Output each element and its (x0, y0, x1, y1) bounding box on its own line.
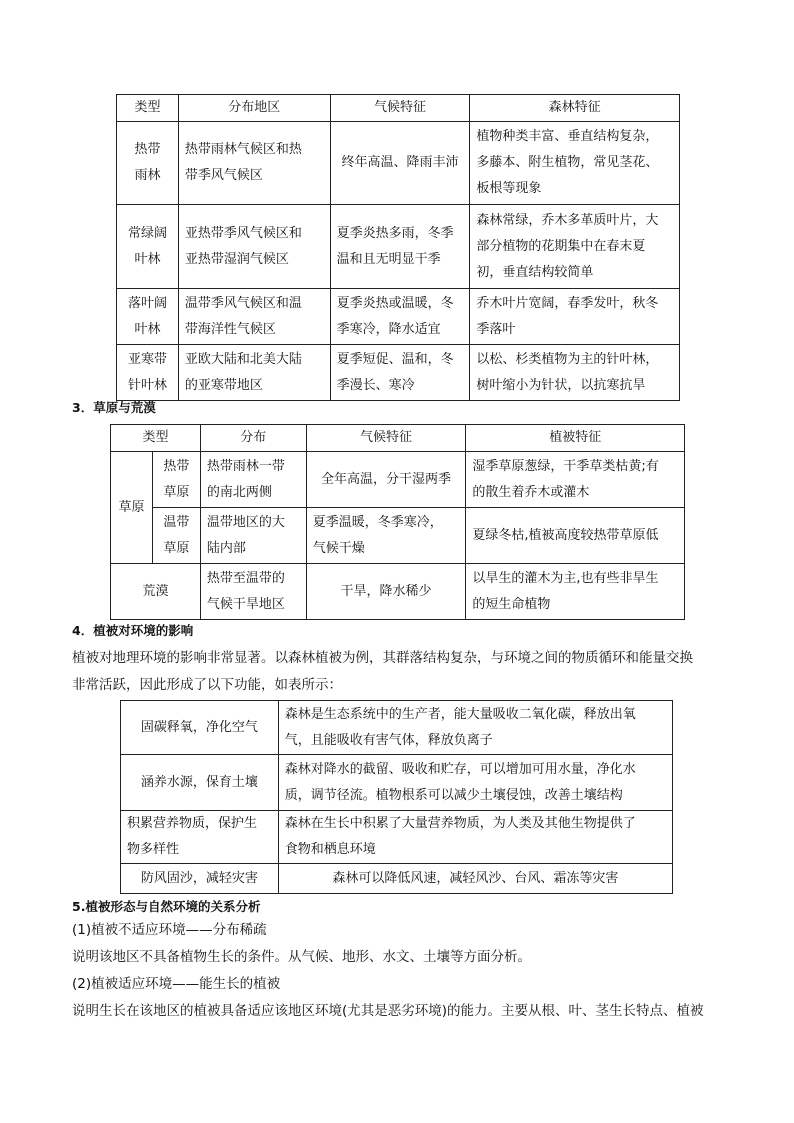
cell-line: 叶林 (134, 251, 161, 267)
cell-line: 终年高温、降雨丰沛 (341, 155, 459, 170)
section-3-heading: 3．草原与荒漠 (72, 400, 156, 415)
cell-line: 以旱生的灌木为主,也有些非旱生 (472, 570, 659, 586)
cell-line: 防风固沙，减轻灾害 (140, 870, 258, 886)
section-4-paragraph (72, 645, 732, 699)
section-5-heading: 5.植被形态与自然环境的关系分析 (72, 899, 261, 914)
climate-cell (306, 508, 466, 564)
table-row (117, 289, 680, 345)
grassland-group-cell: 草原 (111, 452, 153, 564)
distribution-cell (200, 564, 306, 620)
cell-line: 的南北两侧 (206, 484, 272, 500)
cell-line: 多藤本、附生植物，常见茎花、 (476, 155, 659, 170)
header-cell: 森林特征 (470, 95, 680, 122)
feature-cell (470, 122, 680, 205)
grassland-desert-table (110, 424, 685, 620)
cell-line: 亚欧大陆和北美大陆 (184, 351, 302, 367)
table-row (121, 701, 673, 755)
description-cell (278, 811, 672, 864)
paragraph-line: 说明该地区不具备植物生长的条件。从气候、地形、水文、土壤等方面分析。 (72, 949, 531, 965)
description-cell (278, 864, 672, 894)
subtype-cell (152, 508, 200, 564)
header-cell: 分布 (200, 425, 306, 452)
cell-line: 气，且能吸收有害气体，释放负离子 (284, 732, 493, 748)
cell-line: 森林常绿，乔木多革质叶片，大 (476, 212, 659, 228)
distribution-cell (178, 122, 330, 205)
cell-line: 叶林 (134, 321, 161, 337)
cell-line: 部分植物的花期集中在春末夏 (476, 238, 646, 254)
table-row (121, 864, 673, 894)
table-header-row (117, 95, 680, 122)
table-row (111, 452, 685, 508)
cell-line: 森林可以降低风速，减轻风沙、台风、霜冻等灾害 (332, 870, 619, 886)
cell-line: 气候干旱地区 (206, 596, 285, 612)
cell-line: 植物种类丰富、垂直结构复杂， (476, 129, 659, 144)
cell-line: 夏季短促、温和，冬 (336, 351, 454, 367)
climate-cell (330, 345, 470, 401)
cell-line: 季落叶 (476, 321, 516, 337)
climate-cell (306, 452, 466, 508)
forest-type-cell (117, 345, 179, 401)
cell-line: 季漫长、寒冷 (336, 377, 415, 393)
table-row (121, 755, 673, 811)
cell-line: 乔木叶片宽阔，春季发叶，秋冬 (476, 295, 659, 311)
cell-line: 固碳释氧，净化空气 (140, 719, 258, 735)
function-cell (121, 755, 279, 811)
forest-type-cell (117, 289, 179, 345)
cell-line: 草原 (163, 484, 190, 500)
cell-line: 森林是生态系统中的生产者，能大量吸收二氧化碳，释放出氧 (284, 706, 636, 722)
cell-line: 热带 (163, 458, 190, 474)
cell-line: 板根等现象 (476, 181, 542, 196)
cell-line: 的短生命植物 (472, 596, 551, 612)
feature-cell (466, 564, 685, 620)
cell-line: 落叶阔 (127, 295, 167, 311)
cell-line: 亚热带湿润气候区 (184, 251, 289, 267)
cell-line: 温和且无明显干季 (336, 251, 441, 267)
cell-line: 热带至温带的 (206, 570, 285, 586)
function-cell (121, 701, 279, 755)
feature-cell (470, 345, 680, 401)
cell-line: 积累营养物质，保护生 (127, 816, 258, 831)
cell-line: 涵养水源，保育土壤 (140, 774, 258, 790)
cell-line: 夏季温暖，冬季寒冷， (312, 514, 443, 530)
cell-line: 草原 (163, 540, 190, 556)
paragraph-line: 说明生长在该地区的植被具备适应该地区环境(尤其是恶劣环境)的能力。主要从根、叶、茎生长特点、植被 (72, 1003, 704, 1019)
header-cell: 气候特征 (330, 95, 470, 122)
section-5-body (72, 917, 742, 1025)
distribution-cell (178, 205, 330, 289)
cell-line: 夏季炎热多雨，冬季 (336, 225, 454, 241)
cell-line: 热带雨林气候区和热 (184, 142, 302, 157)
header-cell: 气候特征 (306, 425, 466, 452)
cell-line: 温带季风气候区和温 (184, 295, 302, 311)
cell-line: 树叶缩小为针状，以抗寒抗旱 (476, 377, 646, 393)
cell-line: 带海洋性气候区 (184, 321, 276, 337)
cell-line: 以松、杉类植物为主的针叶林， (476, 351, 659, 367)
header-cell: 类型 (111, 425, 201, 452)
desert-type-cell: 荒漠 (111, 564, 201, 620)
cell-line: 湿季草原葱绿，干季草类枯黄;有 (472, 458, 659, 474)
header-cell: 植被特征 (466, 425, 685, 452)
cell-line: 夏季炎热或温暖，冬 (336, 295, 454, 311)
header-cell: 分布地区 (178, 95, 330, 122)
table-row (117, 345, 680, 401)
cell-line: 季寒冷，降水适宜 (336, 321, 441, 337)
cell-line: 热带雨林一带 (206, 458, 285, 474)
function-cell (121, 811, 279, 864)
cell-line: 陆内部 (206, 540, 246, 556)
subsection-heading: (2)植被适应环境——能生长的植被 (72, 976, 281, 992)
feature-cell (470, 205, 680, 289)
cell-line: 热带 (134, 142, 161, 157)
table-header-row (111, 425, 685, 452)
cell-line: 带季风气候区 (184, 168, 263, 183)
distribution-cell (178, 289, 330, 345)
vegetation-function-table (120, 700, 673, 894)
paragraph-line: 植被对地理环境的影响非常显著。以森林植被为例，其群落结构复杂，与环境之间的物质循环和能量交换 (72, 650, 693, 666)
paragraph-line: 非常活跃，因此形成了以下功能，如表所示： (72, 677, 342, 693)
function-cell (121, 864, 279, 894)
climate-cell (330, 205, 470, 289)
cell-line: 针叶林 (127, 377, 167, 393)
subtype-cell (152, 452, 200, 508)
forest-type-cell (117, 122, 179, 205)
table-row (121, 811, 673, 864)
cell-line: 温带 (163, 514, 190, 530)
cell-line: 质，调节径流。植物根系可以减少土壤侵蚀，改善土壤结构 (284, 787, 623, 803)
table-row (117, 205, 680, 289)
cell-line: 物多样性 (127, 842, 180, 857)
subsection-heading: (1)植被不适应环境——分布稀疏 (72, 922, 267, 938)
cell-line: 的亚寒带地区 (184, 377, 263, 393)
cell-line: 常绿阔 (127, 225, 167, 241)
cell-line: 夏绿冬枯,植被高度较热带草原低 (472, 527, 659, 543)
distribution-cell (200, 508, 306, 564)
header-cell: 类型 (117, 95, 179, 122)
table-row (111, 564, 685, 620)
climate-cell (330, 289, 470, 345)
forest-type-table (116, 94, 680, 401)
climate-cell (330, 122, 470, 205)
feature-cell (466, 508, 685, 564)
cell-line: 初，垂直结构较简单 (476, 264, 594, 280)
cell-line: 森林在生长中积累了大量营养物质，为人类及其他生物提供了 (284, 816, 636, 831)
table-row (117, 122, 680, 205)
cell-line: 亚寒带 (127, 351, 167, 367)
table-row (111, 508, 685, 564)
description-cell (278, 701, 672, 755)
climate-cell (306, 564, 466, 620)
feature-cell (466, 452, 685, 508)
cell-line: 温带地区的大 (206, 514, 285, 530)
cell-line: 气候干燥 (312, 540, 365, 556)
cell-line: 干旱，降水稀少 (340, 583, 432, 599)
distribution-cell (200, 452, 306, 508)
feature-cell (470, 289, 680, 345)
cell-line: 全年高温，分干湿两季 (321, 471, 452, 487)
cell-line: 亚热带季风气候区和 (184, 225, 302, 241)
distribution-cell (178, 345, 330, 401)
cell-line: 雨林 (134, 168, 161, 183)
forest-type-cell (117, 205, 179, 289)
cell-line: 的散生着乔木或灌木 (472, 484, 590, 500)
cell-line: 食物和栖息环境 (284, 842, 376, 857)
section-4-heading: 4．植被对环境的影响 (72, 623, 194, 638)
description-cell (278, 755, 672, 811)
cell-line: 森林对降水的截留、吸收和贮存，可以增加可用水量，净化水 (284, 761, 636, 777)
